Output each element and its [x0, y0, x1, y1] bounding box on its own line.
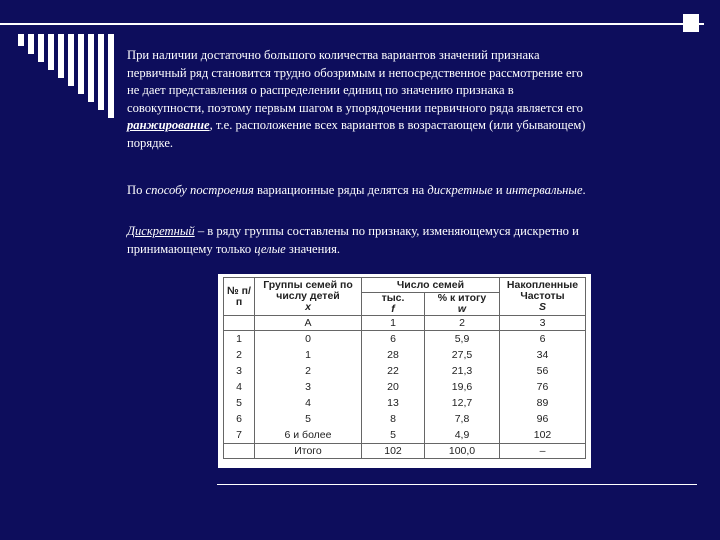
table-cell: 89 [536, 397, 549, 409]
p1-line: При наличии достаточно большого количества вариантов значений признака [127, 48, 540, 62]
table-cell: 27,5 [451, 349, 473, 361]
top-decor-square [683, 14, 699, 32]
table-cell: 4,9 [454, 429, 470, 441]
table-cell: 12,7 [451, 397, 473, 409]
table-cell: 5 [236, 397, 242, 409]
col-num [224, 331, 255, 444]
header-groups [255, 278, 362, 316]
table-cell: 3 [305, 381, 311, 393]
header-thousand-label: тыс. [381, 292, 405, 304]
bottom-decor-line [217, 484, 697, 485]
table-cell: 19,6 [451, 381, 473, 393]
table-cell: 8 [390, 413, 396, 425]
header-thousand-symbol: f [391, 303, 395, 315]
decor-bar [78, 34, 84, 94]
table-cell: 4 [305, 397, 311, 409]
table-cell: 34 [536, 349, 549, 361]
decor-bar [28, 34, 34, 54]
paragraph-method [127, 182, 678, 200]
p2-text: . [582, 183, 586, 197]
table-cell: 96 [536, 413, 549, 425]
paragraph-ranking [127, 47, 678, 152]
col-cumulative [500, 331, 586, 444]
top-decor-line [0, 23, 704, 25]
index-cell: 2 [425, 316, 500, 331]
table-cell: 6 [236, 413, 242, 425]
paragraph-discrete [127, 223, 678, 258]
col-groups [255, 331, 362, 444]
table-cell: 5 [305, 413, 311, 425]
table-cell: 76 [536, 381, 549, 393]
table-cell: 4 [236, 381, 242, 393]
table-cell: 2 [236, 349, 242, 361]
table-cell: 2 [305, 365, 311, 377]
table-cell: 56 [536, 365, 549, 377]
table-cell: 20 [387, 381, 399, 393]
decor-bar [48, 34, 54, 70]
index-cell: 3 [500, 316, 586, 331]
table-cell: 5,9 [454, 333, 470, 345]
decor-bar [58, 34, 64, 78]
p3-text: принимающему только [127, 241, 255, 256]
interval-term: интервальные [505, 183, 583, 197]
decor-bar [68, 34, 74, 86]
discrete-definition-term: Дискретный [127, 224, 195, 238]
table-cell: 6 [539, 333, 546, 345]
table-cell: 1 [236, 333, 242, 345]
table-image [218, 274, 591, 468]
discrete-term: дискретные [427, 183, 493, 197]
table-cell: 21,3 [451, 365, 473, 377]
header-percent-symbol: w [457, 303, 467, 315]
table-cell: 13 [387, 397, 399, 409]
table-cell: 6 и более [284, 429, 332, 441]
ranking-term: ранжирование [127, 118, 210, 132]
total-cell [224, 444, 255, 459]
total-label: Итого [255, 444, 362, 459]
total-cell: 102 [362, 444, 425, 459]
header-cumulative-label: Накопленные Частоты [506, 279, 579, 302]
table-index-row [224, 316, 586, 331]
table-cell: 0 [305, 333, 311, 345]
header-num: № п/п [224, 278, 255, 316]
col-thousand [362, 331, 425, 444]
total-cell: – [500, 444, 586, 459]
decor-bar [108, 34, 114, 118]
p3-text: значения. [285, 241, 341, 256]
index-cell: 1 [362, 316, 425, 331]
frequency-table [223, 277, 586, 459]
p2-text: и [492, 183, 506, 197]
header-cumulative-symbol: S [538, 301, 546, 313]
table-cell: 5 [390, 429, 396, 441]
p2-text: По [127, 183, 146, 197]
table-data-block [224, 331, 586, 444]
ranking-definition: , т.е. расположение всех вариантов в возрастающем (или убывающем) [209, 118, 586, 132]
p2-text: вариационные ряды делятся на [253, 183, 428, 197]
header-cumulative [500, 278, 586, 316]
table-cell: 28 [387, 349, 399, 361]
p1-line: порядке. [127, 135, 174, 150]
decor-bar [18, 34, 24, 46]
total-cell: 100,0 [425, 444, 500, 459]
header-thousand [362, 293, 425, 316]
p1-line: первичный ряд становится трудно обозримым и непосредственное рассмотрение его [127, 65, 583, 80]
col-percent [425, 331, 500, 444]
p1-line: совокупности, поэтому первым шагом в упорядочении первичного ряда является его [127, 100, 583, 115]
header-percent [425, 293, 500, 316]
table-cell: 102 [533, 429, 552, 441]
decor-bar [38, 34, 44, 62]
header-groups-label: Группы семей по числу детей [263, 279, 353, 302]
header-groups-symbol: x [305, 301, 311, 313]
header-families: Число семей [362, 278, 500, 293]
index-cell [224, 316, 255, 331]
table-cell: 7,8 [454, 413, 470, 425]
p1-line [127, 117, 678, 135]
table-cell: 3 [236, 365, 242, 377]
decor-bar [98, 34, 104, 110]
table-cell: 22 [387, 365, 399, 377]
table-cell: 6 [390, 333, 396, 345]
p1-line: не дает представления о распределении единиц по значению признака в [127, 83, 514, 97]
whole-term: целые [254, 241, 286, 256]
index-cell: А [255, 316, 362, 331]
table-cell: 7 [236, 429, 242, 441]
table-cell: 1 [305, 349, 311, 361]
method-term: способу построения [145, 183, 254, 197]
header-percent-label: % к итогу [437, 292, 487, 304]
decor-bar [88, 34, 94, 102]
table-total-row [224, 444, 586, 459]
p3-text: – в ряду группы составлены по признаку, изменяющемуся дискретно и [194, 224, 579, 238]
